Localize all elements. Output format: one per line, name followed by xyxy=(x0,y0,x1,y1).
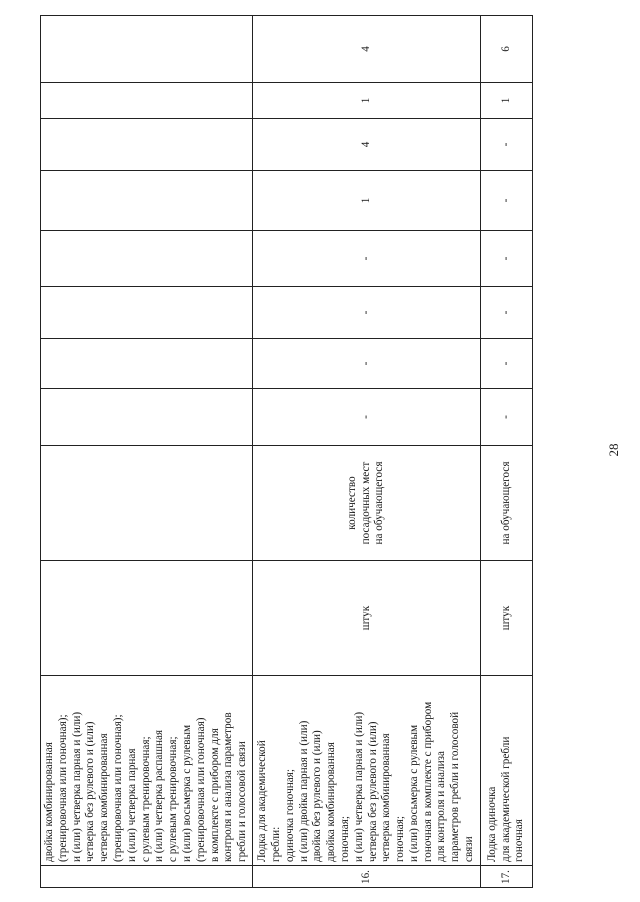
description-line: четверка без рулевого и (или) xyxy=(84,721,97,862)
unit-cell xyxy=(41,561,253,676)
description-line: в комплекте с прибором для xyxy=(208,728,221,862)
description-line: гребли и голосовой связи xyxy=(236,741,249,862)
value-cell xyxy=(41,16,253,83)
value-cell: - xyxy=(481,171,533,231)
description-line: для контроля и анализа xyxy=(435,750,448,862)
equipment-table xyxy=(40,15,533,888)
table-row xyxy=(481,16,533,888)
description-line: и (или) восьмерка с рулевым xyxy=(180,724,193,862)
value-cell xyxy=(41,339,253,389)
calc-unit-cell xyxy=(253,446,481,561)
page-number: 28 xyxy=(606,443,621,457)
value-cell: - xyxy=(481,287,533,339)
value-cell xyxy=(41,119,253,171)
unit-cell: штук xyxy=(481,561,533,676)
description-line: контроля и анализа параметров xyxy=(222,712,235,862)
value-cell xyxy=(41,231,253,287)
description-line: и (или) двойка парная и (или) xyxy=(297,720,310,862)
row-number xyxy=(41,866,253,888)
row-number: 17. xyxy=(481,866,533,888)
value-cell: - xyxy=(253,287,481,339)
calc-unit-line: на обучающегося xyxy=(373,461,386,545)
description-line: гоночная xyxy=(513,819,526,862)
description-line: четверка без рулевого и (или) xyxy=(366,721,379,862)
description-line: четверка комбинированная xyxy=(98,733,111,862)
description-line: Лодка для академической xyxy=(256,740,269,862)
description-line: гоночная в комплекте с прибором xyxy=(421,701,434,862)
description-line: двойка комбинированная xyxy=(43,742,56,862)
table-row xyxy=(41,16,253,888)
description-line: и (или) четверка парная и (или) xyxy=(70,711,83,862)
value-cell: - xyxy=(481,119,533,171)
description-line: и (или) четверка парная и (или) xyxy=(352,711,365,862)
description-line: и (или) четверка распашная xyxy=(153,729,166,862)
value-cell: 1 xyxy=(481,83,533,119)
description-line: (тренировочная или гоночная); xyxy=(112,714,124,862)
value-cell xyxy=(41,389,253,446)
description-line: гоночная; xyxy=(394,815,407,862)
description-line: Лодка одиночка xyxy=(485,786,498,862)
item-description xyxy=(41,676,253,866)
calc-unit-line: посадочных мест xyxy=(359,461,372,545)
item-description xyxy=(481,676,533,866)
value-cell: - xyxy=(253,339,481,389)
description-line: с рулевым тренировочная; xyxy=(167,736,180,862)
calc-unit-line: на обучающегося xyxy=(499,461,512,545)
value-cell xyxy=(41,171,253,231)
description-line: одиночка гоночная; xyxy=(283,769,296,862)
description-line: и (или) четверка парная xyxy=(125,748,138,862)
value-cell: - xyxy=(481,231,533,287)
value-cell: - xyxy=(481,389,533,446)
value-cell: - xyxy=(481,339,533,389)
calc-unit-cell xyxy=(41,446,253,561)
value-cell xyxy=(41,83,253,119)
description-line: гребли: xyxy=(269,826,282,862)
value-cell: 6 xyxy=(481,16,533,83)
calc-unit-cell xyxy=(481,446,533,561)
item-description xyxy=(253,676,481,866)
calc-unit-line: количество xyxy=(345,476,358,530)
description-line: параметров гребли и голосовой xyxy=(449,711,462,862)
value-cell: - xyxy=(253,231,481,287)
description-line: и (или) восьмерка с рулевым xyxy=(407,724,420,862)
value-cell: 4 xyxy=(253,16,481,83)
description-line: (тренировочная или гоночная); xyxy=(56,714,69,862)
value-cell xyxy=(41,287,253,339)
description-line: гоночная; xyxy=(338,815,351,862)
description-line: связи xyxy=(463,836,476,862)
value-cell: 1 xyxy=(253,171,481,231)
description-line: четверка комбинированная xyxy=(380,733,393,862)
description-line: (тренировочная или гоночная) xyxy=(194,717,207,862)
description-line: с рулевым тренировочная; xyxy=(139,736,152,862)
value-cell: 1 xyxy=(253,83,481,119)
value-cell: 4 xyxy=(253,119,481,171)
description-line: двойка комбинированная xyxy=(325,742,338,862)
description-line: для академической гребли xyxy=(499,736,512,862)
description-line: двойка без рулевого и (или) xyxy=(311,730,324,862)
row-number: 16. xyxy=(253,866,481,888)
value-cell: - xyxy=(253,389,481,446)
unit-cell: штук xyxy=(253,561,481,676)
table-row xyxy=(253,16,481,888)
